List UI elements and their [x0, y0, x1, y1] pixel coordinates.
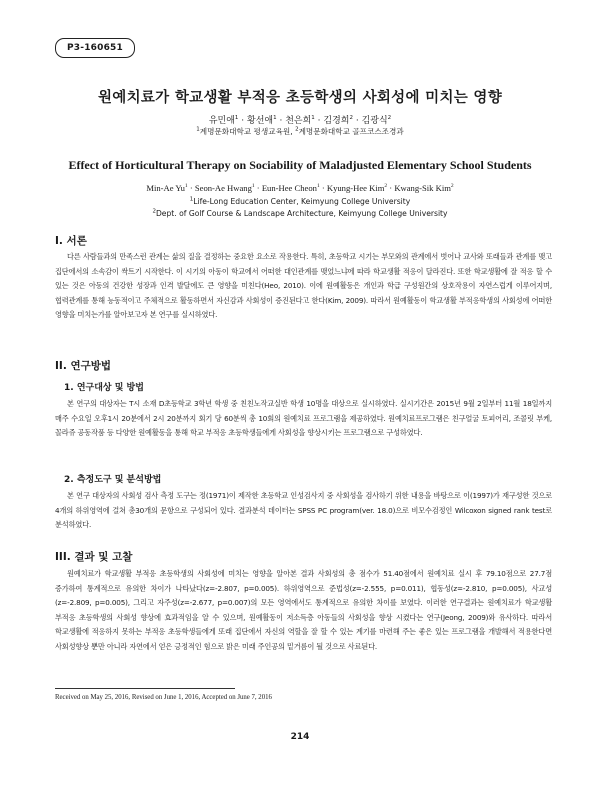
subsection-1-paragraph: 본 연구의 대상자는 T시 소재 D초등학교 3학년 학생 중 친친노작교실반 학생 10명을 대상으로 실시하였다. 실시기간은 2015년 9월 2일부터 11월 18일까지 매주 수요일 오후1시 20분에서 2시 20분까지 회기 당 60분씩 총 10회의 원예치료 프로그램을 제공하였다. 원예치료프로그램은 친구얼굴 토피어리, 조콜릿 부케, 꼴라쥬 공동작품 등 다양한 원예활동을 통해 학교 부적응 초등학생들에게 사회성을 향상시키는 프로그램으로 구성하였다.: [55, 399, 552, 438]
author-ko-1: 유민애$^1$: [208, 115, 239, 126]
methods-heading: II. 연구방법: [55, 360, 112, 372]
author-en-1: Min-Ae Yu$^1$: [146, 183, 188, 193]
korean-title: 원예치료가 학교생활 부적응 초등학생의 사회성에 미치는 영향: [97, 90, 503, 106]
results-heading: III. 결과 및 고찰: [55, 551, 133, 563]
subsection-1-heading: 1. 연구대상 및 방법: [64, 383, 144, 393]
subsection-2-heading: 2. 측정도구 및 분석방법: [64, 475, 162, 485]
page-number: 214: [290, 732, 310, 742]
korean-affiliations: $^1$계명문화대학교 평생교육원, $^2$계명문화대학교 골프코스조경과: [196, 126, 404, 136]
author-ko-4: 김경희$^2$: [323, 115, 353, 126]
subsection-2-paragraph: 본 연구 대상자의 사회성 검사 측정 도구는 정(1971)이 제작한 초등학교 인성검사지 중 사회성을 검사하기 위한 내용을 바탕으로 이(1997)가 재구성한 것으로 4개의 하위영역에 걸쳐 총30개의 문항으로 구성되어 있다. 결과분석 데이터는 SPSS PC program(ver. 18.0)으로 비모수검정인 Wilcoxon signed rank test로 분석하였다.: [55, 491, 552, 530]
author-en-5: Kwang-Sik Kim$^2$: [394, 183, 454, 193]
english-authors: Min-Ae $Yu^1$ · Seon-Ae Hwang$^1$ · Eun-Hee Cheon$^1$ · Kyung-Hee Kim$^2$ · Kwang-Sik Kim$^2$: [146, 183, 454, 193]
results-paragraph: 원예치료가 학교생활 부적응 초등학생의 사회성에 미치는 영향을 알아본 결과 사회성의 총 점수가 51.40점에서 원예치료 실시 후 79.10점으로 27.7점 증가하여 통계적으로 유의한 차이가 나타났다(z=-2.807, p=0.005). 하위영역으로 준법성(z=-2.555, p=0.011), 협동성(z=-2.810, p=0.005), 사교성(z=-2.809, p=0.005), 그리고 자주성(z=-2.677, p=0.007)의 모든 영역에서도 통계적으로 유의한 차이를 보였다. 이러한 연구결과는 원예치료가 학교생활 부적응 초등학생의 사회성 향상에 효과적임을 알 수 있으며, 원예활동이 저소득층 아동들의 사회성을 향상 시켰다는 연구(Jeong, 2009)와 유사하다. 따라서 학교생활에 적응하지 못하는 부적응 초등학생들에게 또래 집단에서 자신의 역할을 잘 할 수 있는 계기를 마련해 주는 좋은 있는 프로그램을 개발해서 적용한다면 사회성향상 뿐만 아니라 자연에서 얻은 긍정적인 힘으로 밝은 미래 주인공의 밑거름이 될 것으로 사료된다.: [55, 569, 552, 651]
english-affiliation-2: $^2$Dept. of Golf Course & Landscape Architecture, Keimyung College University: [152, 208, 448, 218]
author-en-3: Eun-Hee Cheon$^1$: [261, 183, 320, 193]
author-en-4: Kyung-Hee Kim$^2$: [326, 183, 388, 193]
author-ko-3: 천은희$^1$: [285, 115, 315, 126]
author-ko-5: 김광식$^2$: [361, 115, 392, 126]
english-title: Effect of Horticultural Therapy on Sociability of Maladjusted Elementary School Students: [68, 158, 532, 172]
footnote-divider: [55, 688, 235, 689]
intro-heading: I. 서론: [55, 235, 87, 247]
author-en-2: Seon-Ae Hwang$^1$: [194, 183, 255, 193]
korean-authors: 유민애$^1$ · 황선애$^1$ · 천은희$^1$ · 김경희$^2$ · 김광식$^2$: [208, 115, 392, 126]
paper-id-badge: P3-160651: [55, 38, 135, 58]
english-affiliation-1: $^1$Life-Long Education Center, Keimyung College University: [189, 196, 411, 206]
received-dates: Received on May 25, 2016, Revised on June 1, 2016, Accepted on June 7, 2016: [55, 694, 272, 701]
author-ko-2: 황선애$^1$: [247, 115, 277, 126]
intro-paragraph: 다른 사람들과의 만족스런 관계는 삶의 질을 결정하는 중요한 요소로 작용한다. 특히, 초등학교 시기는 부모와의 관계에서 벗어나 교사와 또래들과 관계를 맺고 집단에서의 소속감이 싹트기 시작한다. 이 시기의 아동이 학교에서 어떠한 대인관계를 맺었느냐에 따라 학교생활 적응이 달라진다. 또한 학교생활에 잘 적응 할 수 있는 것은 아동의 건강한 성장과 인격 발달에도 큰 영향을 미친다(Heo, 2010). 이에 원예활동은 개인과 학급 구성원간의 상호작용이 자연스럽게 이루어지며, 협력관계를 통해 능동적이고 주체적으로 활동하면서 자신감과 사회성이 증진된다고 한다(Kim, 2009). 따라서 원예활동이 학교생활 부적응학생의 사회성에 어떠한 영향을 미치는가를 알아보고자 본 연구를 실시하였다.: [55, 252, 552, 320]
